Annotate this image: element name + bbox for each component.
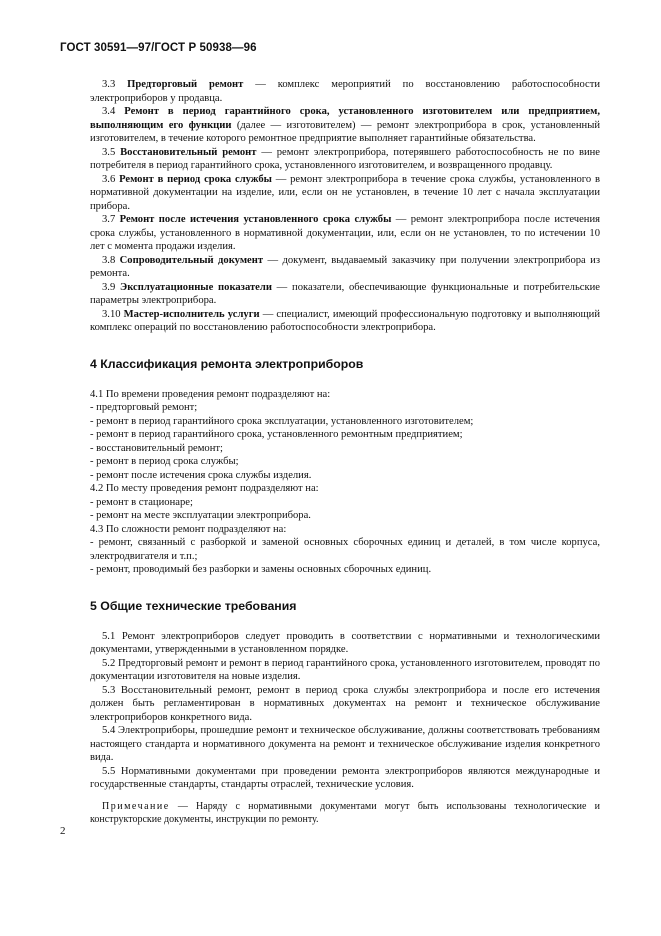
definition-text: — показатели, обеспечивающие функциональные и потребительские параметры электроприбора.	[90, 281, 600, 306]
document-body	[90, 78, 600, 826]
note-text: — Наряду с нормативными документами могут быть использованы технологические и конструкторские документы, инструкции по ремонту.	[90, 800, 600, 825]
definition-term: Ремонт в период гарантийного срока, установленного изготовителем или предприятием, выполняющим его функции	[90, 106, 600, 131]
definition-text: — ремонт электроприбора в течение срока службы, установленного в нормативной документации на изделие, или, если он не установлен, в течение 10 лет с начала эксплуатации прибора.	[90, 173, 600, 212]
note-label: Примечание	[102, 800, 170, 812]
section-4-heading: 4 Классификация ремонта электроприборов	[90, 356, 364, 371]
definition-text: — документ, выдаваемый заказчику при получении электроприбора из ремонта.	[90, 254, 600, 279]
page-number: 2	[60, 825, 66, 837]
definition-term: Ремонт после истечения установленного срока службы	[119, 214, 392, 225]
page-header: ГОСТ 30591—97/ГОСТ Р 50938—96	[60, 42, 257, 54]
paragraph: 5.1 Ремонт электроприборов следует проводить в соответствии с нормативными и технологическими документами, утвержденными в установленном порядке.	[90, 630, 600, 655]
section-5-body	[90, 630, 600, 826]
definition-number: 3.10	[102, 308, 121, 320]
definition-text: — комплекс мероприятий по восстановлению работоспособности электроприборов у продавца.	[90, 79, 601, 104]
definition-item	[90, 254, 600, 281]
definition-number: 3.3	[102, 79, 116, 90]
definition-term: Ремонт в период срока службы	[119, 173, 272, 185]
list-line: 4.2 По месту проведения ремонт подразделяют на:	[90, 483, 319, 494]
definition-number: 3.9	[102, 281, 116, 293]
definition-term: Эксплуатационные показатели	[120, 281, 272, 293]
paragraph: 5.4 Электроприборы, прошедшие ремонт и техническое обслуживание, должны соответствовать требованиям настоящего стандарта и нормативного документа на ремонт и техническое обслуживание изделия конкретного вида.	[90, 725, 600, 763]
definition-number: 3.8	[102, 254, 116, 266]
list-line: - ремонт в период срока службы;	[90, 456, 239, 467]
note	[90, 800, 600, 826]
paragraph: 5.2 Предторговый ремонт и ремонт в период гарантийного срока, установленного изготовителем, проводят по документации изготовителя на новые изделия.	[90, 657, 600, 682]
definitions-list	[90, 78, 600, 335]
list-line: - ремонт в период гарантийного срока эксплуатации, установленного изготовителем;	[90, 415, 474, 427]
paragraph: 5.3 Восстановительный ремонт, ремонт в период срока службы электроприбора и после его истечения должен быть регламентирован в нормативных документах на ремонт и техническое обслуживание электроприборов конкретного вида.	[90, 684, 600, 723]
paragraph: 5.5 Нормативными документами при проведении ремонта электроприборов являются международные и государственные стандарты, стандарты отраслей, технические условия.	[90, 765, 600, 790]
list-line: - предторговый ремонт;	[90, 402, 198, 413]
list-line: 4.3 По сложности ремонт подразделяют на:	[90, 523, 287, 535]
definition-item	[90, 213, 600, 254]
definition-item	[90, 308, 600, 335]
definition-text: — специалист, имеющий профессиональную подготовку и выполняющий комплекс операций по восстановлению работоспособности электроприбора.	[90, 308, 600, 333]
list-line: 4.1 По времени проведения ремонт подразделяют на:	[90, 388, 331, 400]
definition-text: — ремонт электроприбора после истечения срока службы, установленного в нормативной документации, или, если он не установлен, то по истечении 10 лет с момента продажи изделия.	[90, 214, 600, 252]
section-4-list	[90, 388, 600, 577]
definition-term: Предторговый ремонт	[127, 79, 244, 90]
definition-text: (далее — изготовителем) — ремонт электроприбора в срок, установленный изготовителем, в течение которого ремонтное предприятие выполняет гарантийные обязательства.	[90, 119, 600, 144]
list-line: - ремонт в стационаре;	[90, 496, 193, 508]
list-line: - ремонт после истечения срока службы изделия.	[90, 469, 312, 481]
definition-number: 3.5	[102, 146, 116, 158]
definition-term: Сопроводительный документ	[119, 254, 264, 266]
definition-number: 3.4	[102, 106, 116, 117]
list-line: - ремонт, связанный с разборкой и заменой основных сборочных единиц и деталей, в том числе корпуса, электродвигателя и т.п.;	[90, 537, 600, 562]
definition-term: Мастер-исполнитель услуги	[123, 308, 260, 320]
list-line: - ремонт на месте эксплуатации электроприбора.	[90, 510, 311, 521]
definition-term: Восстановительный ремонт	[120, 146, 257, 158]
list-line: - восстановительный ремонт;	[90, 442, 223, 454]
list-line: - ремонт в период гарантийного срока, установленного ремонтным предприятием;	[90, 429, 463, 440]
definition-item	[90, 146, 600, 173]
definition-text: — ремонт электроприбора, потерявшего работоспособность не по вине потребителя в период гарантийного срока, установленного изготовителем, и возвращенного продавцу.	[90, 146, 600, 171]
definition-item	[90, 173, 600, 214]
definition-item	[90, 78, 600, 105]
definition-item	[90, 105, 600, 146]
definition-number: 3.7	[102, 214, 116, 225]
section-5-heading: 5 Общие технические требования	[90, 598, 297, 613]
definition-item	[90, 281, 600, 308]
definition-number: 3.6	[102, 173, 116, 185]
list-line: - ремонт, проводимый без разборки и замены основных сборочных единиц.	[90, 564, 432, 575]
